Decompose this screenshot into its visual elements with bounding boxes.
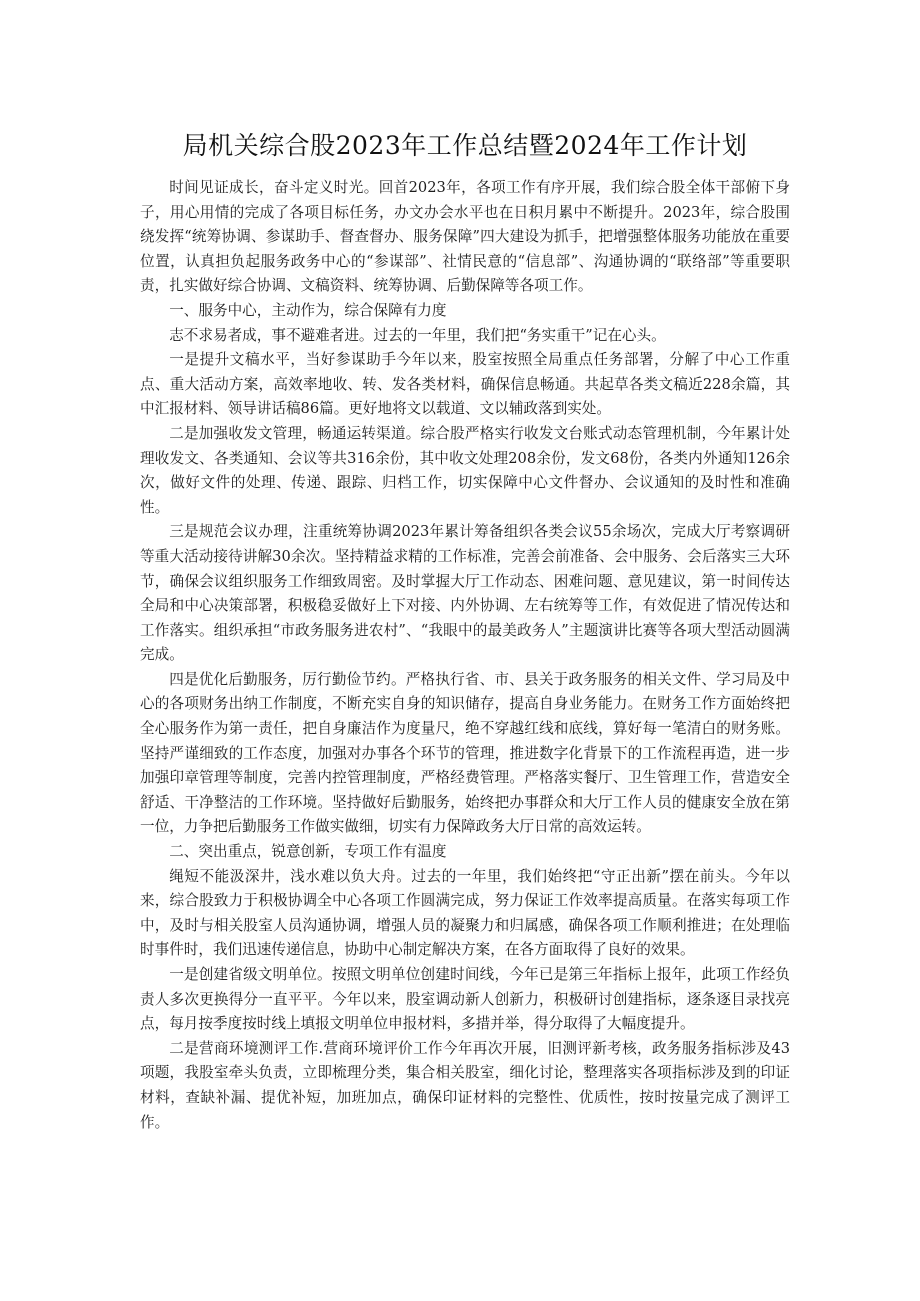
section-2-item-1-paragraph: 一是创建省级文明单位。按照文明单位创建时间线，今年已是第三年指标上报年，此项工作经负责人多次更换得分一直平平。今年以来，股室调动新人创新力，积极研讨创建指标，逐条逐目录找亮点，每月按季度按时线上填报文明单位申报材料，多措并举，得分取得了大幅度提升。 xyxy=(140,966,790,1033)
section-1-item-3-paragraph: 三是规范会议办理，注重统筹协调2023年累计筹备组织各类会议55余场次，完成大厅考察调研等重大活动接待讲解30余次。坚持精益求精的工作标准，完善会前准备、会中服务、会后落实三大环节，确保会议组织服务工作细致周密。及时掌握大厅工作动态、困难问题、意见建议，第一时间传达全局和中心决策部署，积极稳妥做好上下对接、内外协调、左右统筹等工作，有效促进了情况传达和工作落实。组织承担“市政务服务进农村”、“我眼中的最美政务人”主题演讲比赛等各项大型活动圆满完成。 xyxy=(140,523,790,664)
section-heading-2: 二、突出重点，锐意创新，专项工作有温度 xyxy=(169,843,447,861)
section-1-item-4-paragraph: 四是优化后勤服务，厉行勤俭节约。严格执行省、市、县关于政务服务的相关文件、学习局及中心的各项财务出纳工作制度，不断充实自身的知识储存，提高自身业务能力。在财务工作方面始终把全心服务作为第一责任，把自身廉洁作为度量尺，绝不穿越红线和底线，算好每一笔清白的财务账。坚持严谨细致的工作态度，加强对办事各个环节的管理，推进数字化背景下的工作流程再造，进一步加强印章管理等制度，完善内控管理制度，严格经费管理。严格落实餐厅、卫生管理工作，营造安全舒适、干净整洁的工作环境。坚持做好后勤服务，始终把办事群众和大厅工作人员的健康安全放在第一位，力争把后勤服务工作做实做细，切实有力保障政务大厅日常的高效运转。 xyxy=(140,670,790,836)
section-1-item-1-paragraph: 一是提升文稿水平，当好参谋助手今年以来，股室按照全局重点任务部署，分解了中心工作重点、重大活动方案，高效率地收、转、发各类材料，确保信息畅通。共起草各类文稿近228余篇，其中汇报材料、领导讲话稿86篇。更好地将文以载道、文以辅政落到实处。 xyxy=(140,351,790,418)
section-1-item-2-paragraph: 二是加强收发文管理，畅通运转渠道。综合股严格实行收发文台账式动态管理机制，今年累计处理收发文、各类通知、会议等共316余份，其中收文处理208余份，发文68份，各类内外通知126余次，做好文件的处理、传递、跟踪、归档工作，切实保障中心文件督办、会议通知的及时性和准确性。 xyxy=(140,424,790,516)
document-page xyxy=(140,0,790,1135)
section-heading-1: 一、服务中心，主动作为，综合保障有力度 xyxy=(169,301,447,319)
section-2-item-2-paragraph: 二是营商环境测评工作.营商环境评价工作今年再次开展，旧测评新考核，政务服务指标涉及43项题，我股室牵头负责，立即梳理分类，集合相关股室，细化讨论，整理落实各项指标涉及到的印证材料，查缺补漏、提优补短，加班加点，确保印证材料的完整性、优质性，按时按量完成了测评工作。 xyxy=(140,1039,790,1131)
document-title: 局机关综合股2023年工作总结暨2024年工作计划 xyxy=(182,131,748,160)
section-2-lead-paragraph: 绳短不能汲深井，浅水难以负大舟。过去的一年里，我们始终把“守正出新”摆在前头。今年以来，综合股致力于积极协调全中心各项工作圆满完成，努力保证工作效率提高质量。在落实每项工作中，及时与相关股室人员沟通协调，增强人员的凝聚力和归属感，确保各项工作顺利推进；在处理临时事件时，我们迅速传递信息，协助中心制定解决方案，在各方面取得了良好的效果。 xyxy=(140,867,790,959)
document-body xyxy=(140,176,790,1135)
intro-paragraph: 时间见证成长，奋斗定义时光。回首2023年，各项工作有序开展，我们综合股全体干部俯下身子，用心用情的完成了各项目标任务，办文办会水平也在日积月累中不断提升。2023年，综合股围绕发挥“统筹协调、参谋助手、督查督办、服务保障”四大建设为抓手，把增强整体服务功能放在重要位置，认真担负起服务政务中心的“参谋部”、社情民意的“信息部”、沟通协调的“联络部”等重要职责，扎实做好综合协调、文稿资料、统筹协调、后勤保障等各项工作。 xyxy=(140,179,790,295)
section-1-lead-paragraph: 志不求易者成，事不避难者进。过去的一年里，我们把“务实重干”记在心头。 xyxy=(169,326,666,344)
